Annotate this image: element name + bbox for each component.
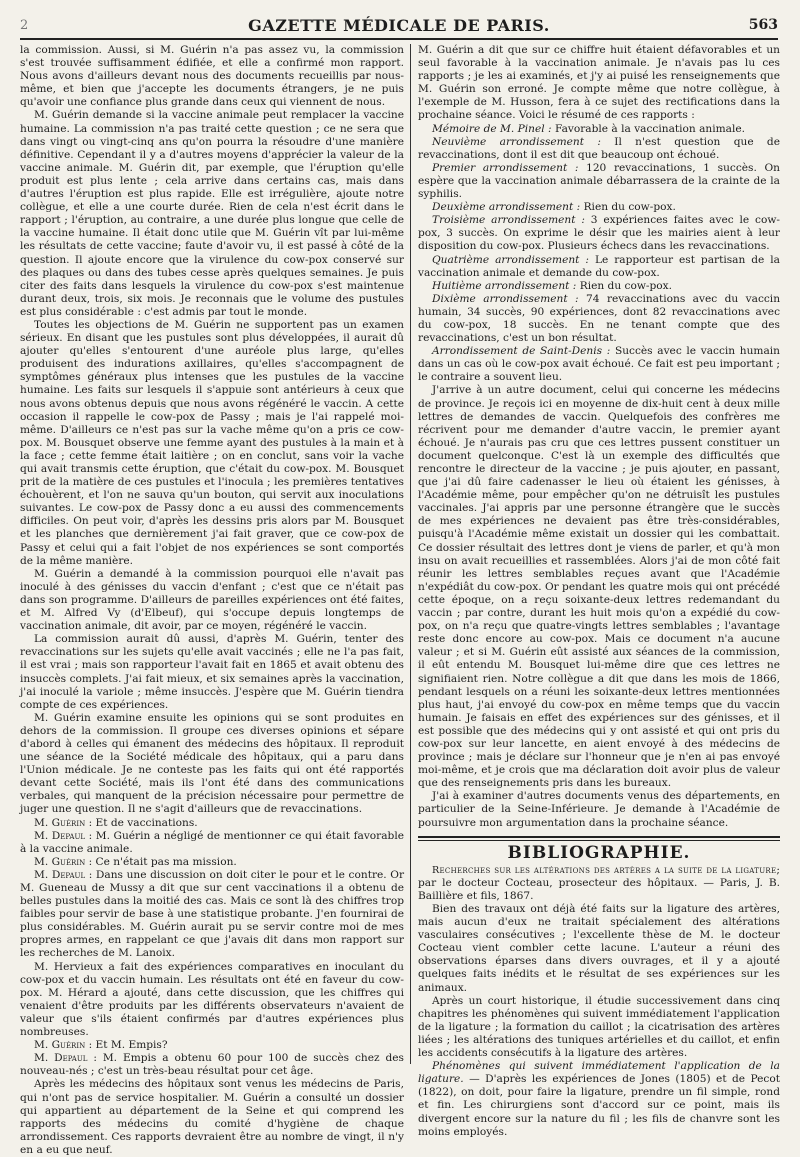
report-text: 120 revaccinations, 1 succès. On espère que la vaccination animale débarrassera de la crainte de la syphilis. (418, 161, 780, 201)
speech: Ce n'était pas ma mission. (95, 855, 237, 868)
page-header (20, 16, 778, 38)
section-subheading (418, 1060, 780, 1139)
paragraph: La commission aurait dû aussi, d'après M. Guérin, tenter des revaccinations sur les sujets qu'elle avait vaccinés ; elle ne l'a pas fait, il est vrai ; mais son rapporteur l'avait fait en 1865 et avait obtenu des insuccès complets. J'ai fait mieux, et six semaines après la vaccination, j'ai inoculé la variole ; même insuccès. J'espère que M. Guérin tiendra compte de ces expériences. (20, 633, 404, 711)
dialogue-line (20, 869, 404, 961)
paragraph: Toutes les objections de M. Guérin ne supportent pas un examen sérieux. En disant que les pustules sont plus développées, il aurait dû ajouter qu'elles s'entourent d'une auréole plus large, qu'elles produisent des indurations axillaires, qu'elles s'accompagnent de symptômes généraux plus intenses que les pustules de la vaccine humaine. Les faits sur lesquels il s'appuie sont antérieurs à ceux que nous avons obtenus depuis que nous avons régénéré le vaccin. A cette occasion il rappelle le cow-pox de Passy ; mais je l'ai rappelé moi-même. D'ailleurs ce n'est pas sur la vache même qu'on a pris ce cow-pox. M. Bousquet observe une femme ayant des pustules à la main et à la face ; cette femme était laitière ; on en conclut, sans voir la vache qui avait transmis cette éruption, que c'était du cow-pox. M. Bousquet prit de la matière de ces pustules et l'inocula ; les premières tentatives échouèrent, et l'on ne sauva qu'un bouton, qui servit aux inoculations suivantes. Le cow-pox de Passy donc a eu aussi des commencements difficiles. On peut voir, d'après les dessins pris alors par M. Bousquet et les planches que dernièrement j'ai fait graver, que ce cow-pox de Passy et celui qui a fait l'objet de nos expériences se sont comportés de la même manière. (20, 318, 404, 567)
paragraph-text: — D'après les expériences de Jones (1805) et de Pecot (1822), on doit, pour faire la ligature, prendre un fil simple, rond et fin. Les chirurgiens sont d'accord sur ce point, mais ils divergent encore sur la nature du fil ; les fils de chanvre sont les moins employés. (418, 1073, 780, 1138)
dialogue-line (20, 856, 404, 869)
report-label: Troisième arrondissement : (432, 214, 585, 227)
subheading-text: Phénomènes qui suivent immédiatement l'application de la ligature. (418, 1060, 780, 1086)
report-entry (418, 136, 780, 162)
paragraph: M. Guérin examine ensuite les opinions qui se sont produites en dehors de la commission. Il groupe ces diverses opinions et sépare d'abord à celles qui émanent des médecins des hôpitaux. Il reproduit une séance de la Société médicale des hôpitaux, qui a paru dans l'Union médicale. Je ne conteste pas les faits qui ont été rapportés devant cette Société, mais ils l'ont été dans des communications verbales, qui manquent de la précision nécessaire pour permettre de juger une question. Il ne s'agit d'ailleurs que de revaccinations. (20, 711, 404, 816)
speaker: M. Guérin : (34, 816, 93, 829)
bibliography-heading: BIBLIOGRAPHIE. (507, 842, 691, 863)
paragraph: J'arrive à un autre document, celui qui concerne les médecins de province. Je reçois ici en moyenne de dix-huit cent à deux mille lettres de demandes de vaccin. Quelquefois des confrères me récrivent pour me demander d'autre vaccin, le premier ayant échoué. Je n'aurais pas cru que ces lettres pussent constituer un document quelconque. C'est là un exemple des difficultés que rencontre le directeur de la vaccine ; je puis ajouter, en passant, que j'ai dû faire cadenasser le lieu où étaient les génisses, à l'Académie même, pour empêcher qu'on ne détruisît les pustules vaccinales. J'ai appris par une personne étrangère que le succès de mes expériences ne devaient pas être très-considérables, puisqu'à l'Académie même existait un dossier qui les combattait. Ce dossier résultait des lettres dont je viens de parler, et qu'à mon insu on avait recueillies et rassemblées. Alors j'ai de mon côté fait réunir les lettres semblables reçues avant que l'Académie n'expédiât du cow-pox. Or pendant les quatre mois qui ont précédé cette époque, on a reçu soixante-deux lettres redemandant du vaccin ; par contre, durant les huit mois qu'on a expédié du cow-pox, on n'a reçu que quatre-vingts lettres semblables ; l'avantage reste donc encore au cow-pox. Mais ce document n'a aucune valeur ; et si M. Guérin eût assisté aux séances de la commission, il eût entendu M. Bousquet lui-même dire que ces lettres ne signifiaient rien. Notre collègue a dit que dans les mois de 1866, pendant lesquels on a réuni les soixante-deux lettres mentionnées plus haut, j'ai envoyé du cow-pox en même temps que du vaccin humain. Je faisais en effet des expériences sur des génisses, et il est possible que des médecins qui y ont assisté et qui ont pris du cow-pox sur leur lancette, en aient envoyé à des médecins de province ; mais je déclare sur l'honneur que je n'en ai pas envoyé moi-même, et je crois que ma déclaration doit avoir plus de valeur que des renseignements pris dans les bureaux. (418, 384, 780, 790)
report-label: Quatrième arrondissement : (432, 253, 589, 266)
report-label: Neuvième arrondissement : (432, 135, 601, 148)
dialogue-line (20, 817, 404, 830)
paragraph: la commission. Aussi, si M. Guérin n'a pas assez vu, la commission s'est trouvée suffisamment édifiée, et elle a confirmé mon rapport. Nous avons d'ailleurs devant nous des documents recueillis par nous-même, et bien que j'accepte les documents étrangers, je ne puis qu'avoir une confiance plus grande dans ceux qui viennent de nous. (20, 44, 404, 109)
report-entry (418, 201, 780, 214)
section-rule-thin (418, 840, 780, 841)
paragraph: M. Guérin a demandé à la commission pourquoi elle n'avait pas inoculé à des génisses du vaccin d'enfant ; c'est que ce n'était pas dans son programme. D'ailleurs de pareilles expériences ont été faites, et M. Alfred Vy (d'Elbeuf), qui s'occupe depuis longtemps de vaccination animale, dit avoir, par ce moyen, régénéré le vaccin. (20, 567, 404, 633)
report-text: 3 expériences faites avec le cow-pox, 3 succès. On exprime le désir que les mairies aient à leur disposition du cow-pox. Plusieurs échecs dans les revaccinations. (418, 214, 780, 253)
paragraph: M. Guérin a dit que sur ce chiffre huit étaient défavorables et un seul favorable à la vaccination animale. Je n'avais pas lu ces rapports ; je les ai examinés, et j'y ai puisé les renseignements que M. Guérin son erroné. Je compte même que notre collègue, à l'exemple de M. Husson, fera à ce sujet des rectifications dans la prochaine séance. Voici le résumé de ces rapports : (418, 44, 780, 122)
speech: Et M. Empis? (95, 1039, 168, 1052)
work-title: Recherches sur les altérations des artères a la suite de la ligature (432, 864, 777, 876)
report-entry (418, 345, 780, 384)
speech: M. Guérin a négligé de mentionner ce qui était favorable à la vaccine animale. (20, 829, 404, 855)
paragraph: Après les médecins des hôpitaux sont venus les médecins de Paris, qui n'ont pas de service hospitalier. M. Guérin a consulté un dossier qui appartient au département de la Seine et qui comprend les rapports des médecins du comité d'hygiène de chaque arrondissement. Ces rapports devraient être au nombre de vingt, il n'y en a eu que neuf. (20, 1078, 404, 1156)
report-entry (418, 254, 780, 280)
report-entry (418, 214, 780, 253)
report-text: Il n'est question que de revaccinations, dont il est dit que beaucoup ont échoué. (418, 135, 780, 161)
paragraph: Bien des travaux ont déjà été faits sur la ligature des artères, mais aucun d'eux ne traitait spécialement des altérations vasculaires consécutives ; l'excellente thèse de M. le docteur Cocteau vient combler cette lacune. L'auteur a réuni des observations éparses dans divers ouvrages, et il y a ajouté quelques faits inédits et le résultat de ses expériences sur les animaux. (418, 903, 780, 994)
report-entry (418, 280, 780, 293)
report-text: Favorable à la vaccination animale. (554, 122, 746, 135)
report-text: Succès avec le vaccin humain dans un cas où le cow-pox avait échoué. Ce fait est peu important ; le contraire a souvent lieu. (418, 345, 780, 384)
report-label: Deuxième arrondissement : (432, 201, 581, 214)
header-rule (20, 38, 778, 40)
report-label: Huitième arrondissement : (432, 279, 577, 292)
report-text: Rien du cow-pox. (583, 201, 676, 214)
right-column (418, 44, 781, 1138)
speaker: M. Depaul : (34, 1052, 97, 1065)
left-column (20, 44, 405, 1156)
report-label: Mémoire de M. Pinel : (432, 122, 552, 135)
header-left-number: 2 (20, 18, 29, 33)
report-entry (418, 293, 780, 345)
report-text: Le rapporteur est partisan de la vaccination animale et demande du cow-pox. (418, 253, 780, 279)
speaker: M. Depaul : (34, 868, 93, 881)
report-entry (418, 162, 780, 201)
dialogue-line (20, 1039, 404, 1052)
speaker: M. Guérin : (34, 1039, 93, 1052)
report-text: 74 revaccinations avec du vaccin humain, 34 succès, 90 expériences, dont 82 revaccinations avec du cow-pox, 18 succès. En ne tenant compte que des revaccinations, c'est un bon résultat. (418, 292, 781, 345)
paragraph: J'ai à examiner d'autres documents venus des départements, en particulier de la Seine-Inférieure. Je demande à l'Académie de poursuivre mon argumentation dans la prochaine séance. (418, 790, 780, 829)
report-label: Dixième arrondissement : (432, 292, 579, 305)
paragraph: M. Hervieux a fait des expériences comparatives en inoculant du cow-pox et du vaccin humain. Les résultats ont été en faveur du cow-pox. M. Hérard a ajouté, dans cette discussion, que les chiffres qui venaient d'être produits par les différents observateurs n'avaient de valeur que s'ils étaient confirmés par d'autres expériences plus nombreuses. (20, 960, 404, 1039)
report-label: Arrondissement de Saint-Denis : (432, 345, 611, 358)
report-label: Premier arrondissement : (432, 161, 579, 174)
journal-title: GAZETTE MÉDICALE DE PARIS. (248, 16, 550, 35)
dialogue-line (20, 1052, 404, 1078)
report-text: Rien du cow-pox. (579, 279, 672, 292)
section-rule (418, 836, 780, 838)
speaker: M. Guérin : (34, 855, 93, 868)
bibliography-reference (418, 864, 780, 903)
speech: Et de vaccinations. (95, 816, 198, 829)
column-divider (410, 44, 411, 1064)
dialogue-line (20, 830, 404, 856)
report-entry (418, 123, 780, 136)
speech: Dans une discussion on doit citer le pour et le contre. Or M. Gueneau de Mussy a dit que sur cent vaccinations il a obtenu de belles pustules dans la moitié des cas. Mais ce sont là des chiffres trop faibles pour servir de base à une statistique probante. J'en fournirai de plus considérables. M. Guérin aurait pu se servir contre moi de mes propres armes, en rappelant ce que j'avais dit dans mon rapport sur les recherches de M. Lanoix. (20, 868, 405, 960)
work-details: ; par le docteur Cocteau, prosecteur des hôpitaux. — Paris, J. B. Baillière et fils, 1867. (418, 863, 780, 902)
page-number: 563 (748, 17, 778, 33)
paragraph: M. Guérin demande si la vaccine animale peut remplacer la vaccine humaine. La commission n'a pas traité cette question ; ce ne sera que dans vingt ou vingt-cinq ans qu'on pourra la résoudre d'une manière définitive. Cependant il y a d'autres moyens d'apprécier la valeur de la vaccine animale. M. Guérin dit, par exemple, que l'éruption qu'elle produit est plus lente ; cela arrive dans certains cas, mais dans d'autres l'éruption est plus rapide. Elle est irrégulière, ajoute notre collègue, et elle a une courte durée. Rien de cela n'est écrit dans le rapport ; l'éruption, au contraire, a une durée plus longue que celle de la vaccine humaine. Il était donc utile que M. Guérin vît par lui-même les résultats de cette vaccine; faute d'avoir vu, il est passé à côté de la question. Il ajoute encore que la virulence du cow-pox conservé sur des plaques ou dans des tubes cesse après quelques semaines. Je puis citer des faits dans lesquels la virulence du cow-pox s'est maintenue durant deux, trois, six mois. Je reconnais que le volume des pustules est plus considérable : c'est admis par tout le monde. (20, 109, 404, 318)
speech: M. Empis a obtenu 60 pour 100 de succès chez des nouveau-nés ; c'est un très-beau résultat pour cet âge. (20, 1052, 404, 1078)
speaker: M. Depaul : (34, 829, 93, 842)
paragraph: Après un court historique, il étudie successivement dans cinq chapitres les phénomènes qui suivent immédiatement l'application de la ligature ; la formation du caillot ; la cicatrisation des artères liées ; les altérations des tuniques artérielles et du caillot, et enfin les accidents consécutifs à la ligature des artères. (418, 994, 780, 1060)
